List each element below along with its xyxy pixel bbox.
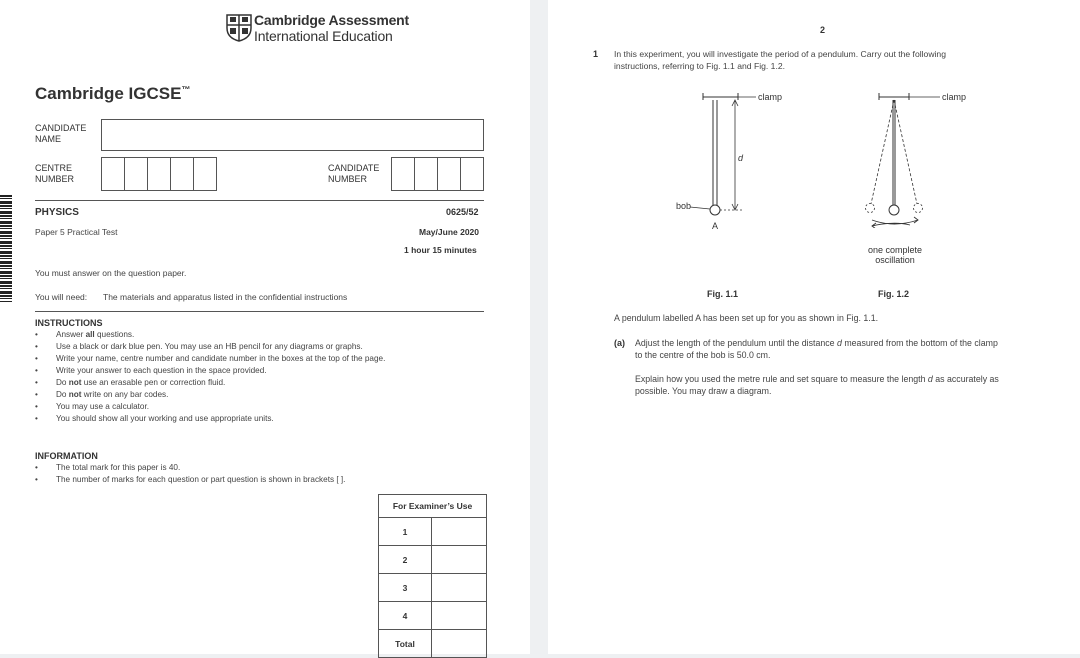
- bold-text: not: [68, 390, 82, 399]
- examiners-use-table: [378, 494, 487, 658]
- label-line: CANDIDATE: [35, 123, 87, 133]
- setup-text: A pendulum labelled A has been set up for you as shown in Fig. 1.1.: [614, 313, 879, 323]
- logo-line-2: International Education: [254, 28, 393, 44]
- fig1-A-label: A: [712, 221, 719, 231]
- information-item: [35, 475, 345, 484]
- part-a-line: to the centre of the bob is 50.0 cm.: [635, 350, 771, 360]
- divider: [35, 311, 484, 312]
- you-will-need-value: The materials and apparatus listed in the confidential instructions: [103, 292, 348, 302]
- text: questions.: [94, 330, 135, 339]
- instruction-item: [35, 414, 274, 423]
- text: The total mark for this paper is 40.: [56, 463, 181, 472]
- text: use an erasable pen or correction fluid.: [81, 378, 226, 387]
- candidate-number-label: [328, 163, 379, 185]
- bold-text: not: [68, 378, 82, 387]
- title-text: Cambridge IGCSE: [35, 84, 182, 103]
- fig2-clamp-label: clamp: [942, 92, 967, 102]
- centre-number-box[interactable]: [101, 157, 125, 191]
- text: Explain how you used the metre rule and set square to measure the length: [635, 374, 928, 384]
- table-header: For Examiner’s Use: [379, 495, 487, 518]
- information-item: [35, 463, 180, 472]
- instruction-item: [35, 366, 267, 375]
- syllabus-code: 0625/52: [446, 207, 479, 217]
- instructions-heading: INSTRUCTIONS: [35, 318, 103, 328]
- text: You may use a calculator.: [56, 402, 149, 411]
- part-a-line: [635, 338, 998, 348]
- text: write on any bar codes.: [81, 390, 169, 399]
- fig1-bob-label: bob: [676, 201, 692, 211]
- fig1-clamp-label: clamp: [758, 92, 783, 102]
- text: Adjust the length of the pendulum until the distance: [635, 338, 837, 348]
- mark-cell: [432, 574, 487, 602]
- table-header-row: [379, 495, 487, 518]
- text: as accurately as: [932, 374, 999, 384]
- table-row: [379, 546, 487, 574]
- candidate-name-field[interactable]: [101, 119, 484, 151]
- italic-text: d: [836, 338, 842, 348]
- label-line: one complete: [867, 245, 923, 255]
- question-number: 1: [593, 49, 599, 59]
- text: Use a black or dark blue pen. You may use an HB pencil for any diagrams or graphs.: [56, 342, 363, 351]
- fig-1-1-diagram: [668, 88, 788, 238]
- instruction-item: [35, 402, 149, 411]
- label-line: CANDIDATE: [328, 163, 380, 173]
- mark-cell: [432, 546, 487, 574]
- table-row: [379, 574, 487, 602]
- part-a-explain-line: possible. You may draw a diagram.: [635, 386, 772, 396]
- barcode: [0, 195, 12, 302]
- you-will-need-label: You will need:: [35, 292, 88, 302]
- instruction-item: [35, 342, 363, 351]
- text: You should show all your working and use appropriate units.: [56, 414, 274, 423]
- cambridge-crest-icon: [226, 14, 252, 42]
- question-number: 2: [379, 546, 432, 574]
- centre-number-box[interactable]: [170, 157, 194, 191]
- instruction-item: [35, 390, 168, 399]
- answer-note: You must answer on the question paper.: [35, 268, 187, 278]
- candidate-name-label: [35, 123, 86, 145]
- text: measured from the bottom of the clamp: [841, 338, 998, 348]
- centre-number-box[interactable]: [147, 157, 171, 191]
- mark-cell: [432, 602, 487, 630]
- fig2-caption: Fig. 1.2: [878, 289, 910, 299]
- centre-number-box[interactable]: [193, 157, 217, 191]
- instruction-item: [35, 378, 225, 387]
- duration: 1 hour 15 minutes: [404, 245, 477, 255]
- intro-line: In this experiment, you will investigate the period of a pendulum. Carry out the following: [614, 49, 946, 59]
- subject: PHYSICS: [35, 207, 79, 218]
- text: Do: [56, 390, 69, 399]
- centre-number-label: [35, 163, 74, 185]
- text: Do: [56, 378, 69, 387]
- question-number: 4: [379, 602, 432, 630]
- bold-text: all: [85, 330, 95, 339]
- fig-1-2-diagram: [854, 88, 944, 228]
- part-a-label: (a): [614, 338, 625, 348]
- total-label: Total: [379, 630, 432, 658]
- centre-number-box[interactable]: [124, 157, 148, 191]
- table-row: [379, 630, 487, 658]
- trademark-symbol: ™: [181, 84, 191, 95]
- question-number: 3: [379, 574, 432, 602]
- label-line: NUMBER: [328, 174, 368, 184]
- exam-session: May/June 2020: [419, 227, 480, 237]
- candidate-number-box[interactable]: [437, 157, 461, 191]
- label-line: oscillation: [875, 255, 915, 265]
- information-heading: INFORMATION: [35, 451, 98, 461]
- label-line: CENTRE: [35, 163, 73, 173]
- candidate-number-box[interactable]: [414, 157, 438, 191]
- label-line: NAME: [35, 134, 62, 144]
- paper-name: Paper 5 Practical Test: [35, 227, 118, 237]
- page-number: 2: [820, 25, 826, 35]
- total-cell: [432, 630, 487, 658]
- candidate-number-box[interactable]: [391, 157, 415, 191]
- text: Write your answer to each question in the space provided.: [56, 366, 267, 375]
- question-page: [548, 0, 1080, 654]
- fig1-d-label: d: [738, 153, 744, 163]
- page-title: [35, 84, 190, 104]
- intro-line: instructions, referring to Fig. 1.1 and Fig. 1.2.: [614, 61, 786, 71]
- mark-cell: [432, 518, 487, 546]
- table-row: [379, 602, 487, 630]
- italic-text: d: [927, 374, 933, 384]
- table-row: [379, 518, 487, 546]
- instruction-item: [35, 354, 385, 363]
- text: The number of marks for each question or part question is shown in brackets [ ].: [56, 475, 346, 484]
- logo-line-1: Cambridge Assessment: [254, 12, 409, 28]
- text: Answer: [56, 330, 86, 339]
- fig2-oscillation-label: [865, 245, 925, 265]
- candidate-number-box[interactable]: [460, 157, 484, 191]
- instruction-item: [35, 330, 134, 339]
- label-line: NUMBER: [35, 174, 75, 184]
- cover-page: [0, 0, 530, 654]
- divider: [35, 200, 484, 201]
- fig1-caption: Fig. 1.1: [707, 289, 739, 299]
- text: Write your name, centre number and candidate number in the boxes at the top of the page.: [56, 354, 386, 363]
- question-number: 1: [379, 518, 432, 546]
- part-a-explain-line: [635, 374, 999, 384]
